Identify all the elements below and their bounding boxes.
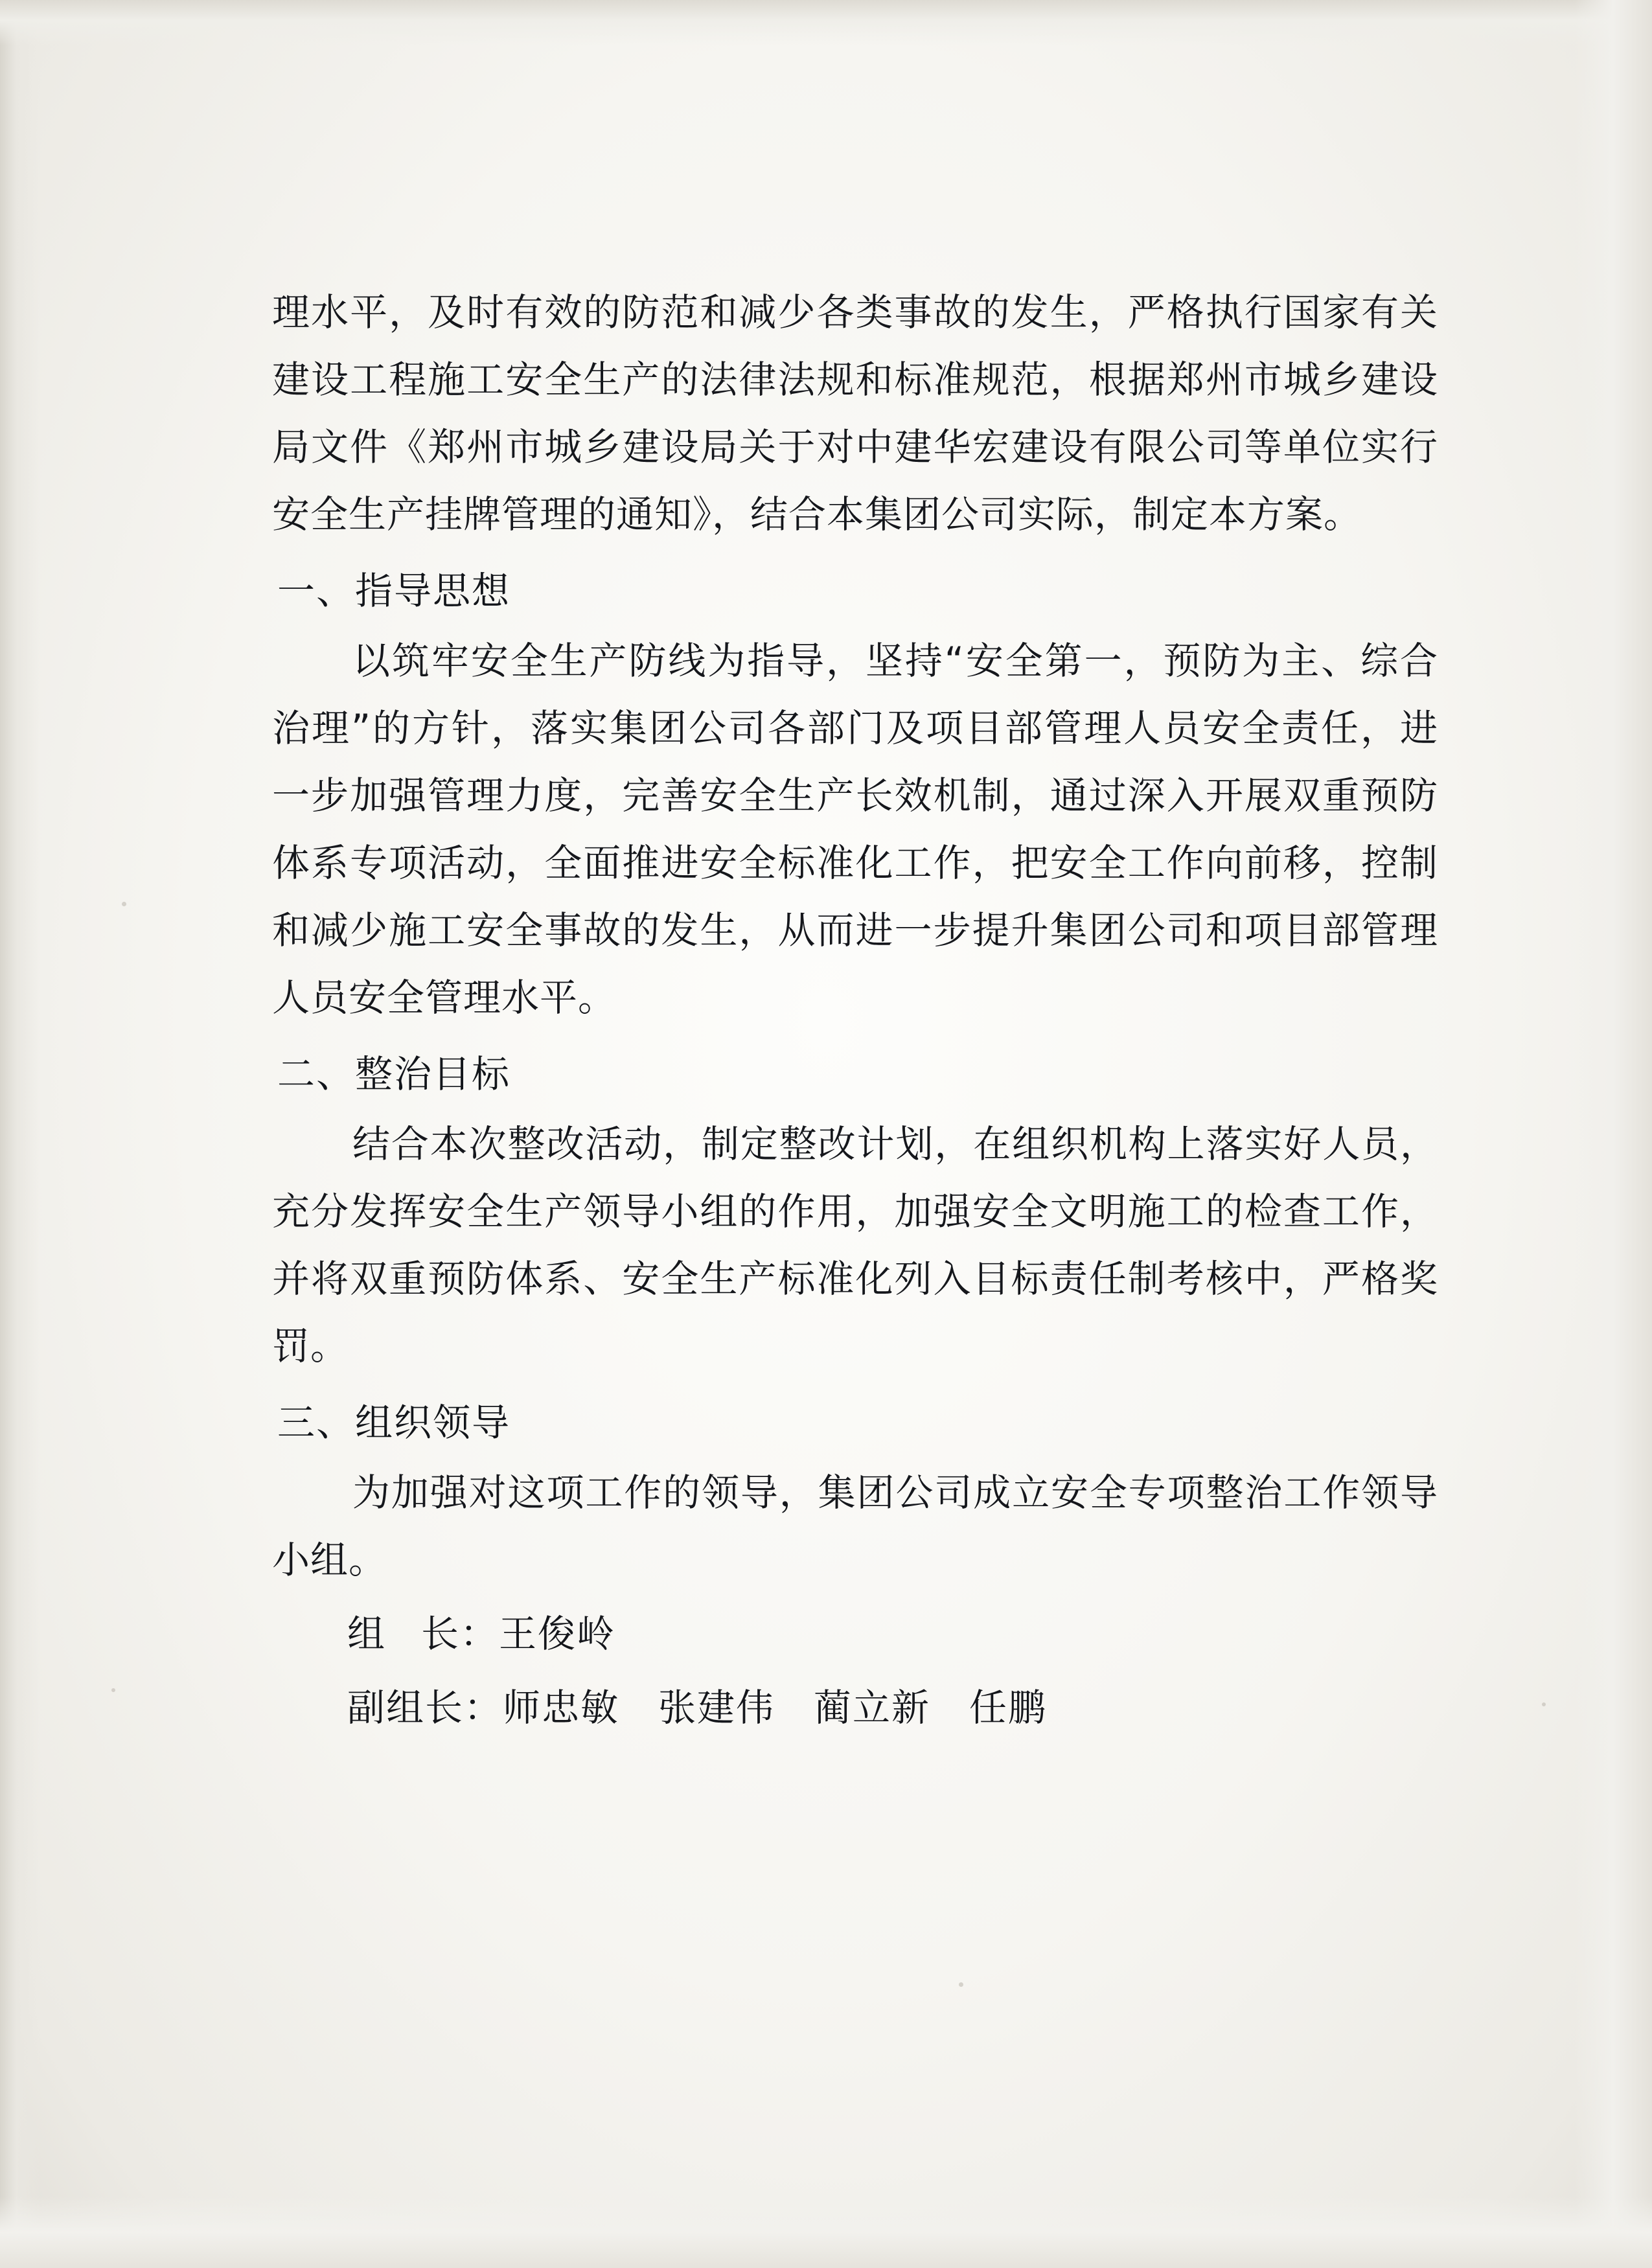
document-body [272, 279, 1438, 1741]
section-heading-organizational-leadership: 三、组织领导 [277, 1401, 511, 1445]
paper-edge-bottom [0, 2197, 1652, 2268]
paper-edge-left [0, 0, 40, 2268]
paragraph-continuation: 理水平，及时有效的防范和减少各类事故的发生，严格执行国家有关建设工程施工安全生产的法律法规和标准规范，根据郑州市城乡建设局文件《郑州市城乡建设局关于对中建华宏建设有限公司等单位实行安全生产挂牌管理的通知》，结合本集团公司实际，制定本方案。 [272, 290, 1438, 536]
paper-speck [1542, 1702, 1546, 1706]
roster-names-deputy-leaders: 师忠敏 张建伟 蔺立新 任鹏 [503, 1686, 1048, 1730]
roster-names-group-leader: 王俊岭 [499, 1612, 616, 1656]
roster-label-tail-group-leader: 长： [421, 1612, 499, 1656]
roster-row-deputy-leaders [272, 1674, 1438, 1741]
roster-label-group-leader: 组 [347, 1612, 387, 1656]
roster-row-group-leader [272, 1600, 1438, 1667]
section-heading-guiding-ideology: 一、指导思想 [277, 569, 511, 613]
paper-edge-top [0, 0, 1652, 45]
section-body-guiding-ideology: 以筑牢安全生产防线为指导，坚持“安全第一，预防为主、综合治理”的方针，落实集团公司各部门及项目部管理人员安全责任，进一步加强管理力度，完善安全生产长效机制，通过深入开展双重预防体系专项活动，全面推进安全标准化工作，把安全工作向前移，控制和减少施工安全事故的发生，从而进一步提升集团公司和项目部管理人员安全管理水平。 [272, 639, 1438, 1020]
section-body-organizational-leadership: 为加强对这项工作的领导，集团公司成立安全专项整治工作领导小组。 [272, 1471, 1438, 1582]
roster-label-deputy-leaders: 副组长： [347, 1686, 503, 1730]
paper-edge-right [1574, 0, 1652, 2268]
paper-speck [122, 902, 126, 906]
section-body-rectification-goal: 结合本次整改活动，制定整改计划，在组织机构上落实好人员，充分发挥安全生产领导小组的作用，加强安全文明施工的检查工作，并将双重预防体系、安全生产标准化列入目标责任制考核中，严格奖罚。 [272, 1122, 1438, 1368]
section-heading-rectification-goal: 二、整治目标 [277, 1052, 511, 1096]
paper-speck [111, 1688, 115, 1692]
paper-speck [959, 1982, 963, 1987]
